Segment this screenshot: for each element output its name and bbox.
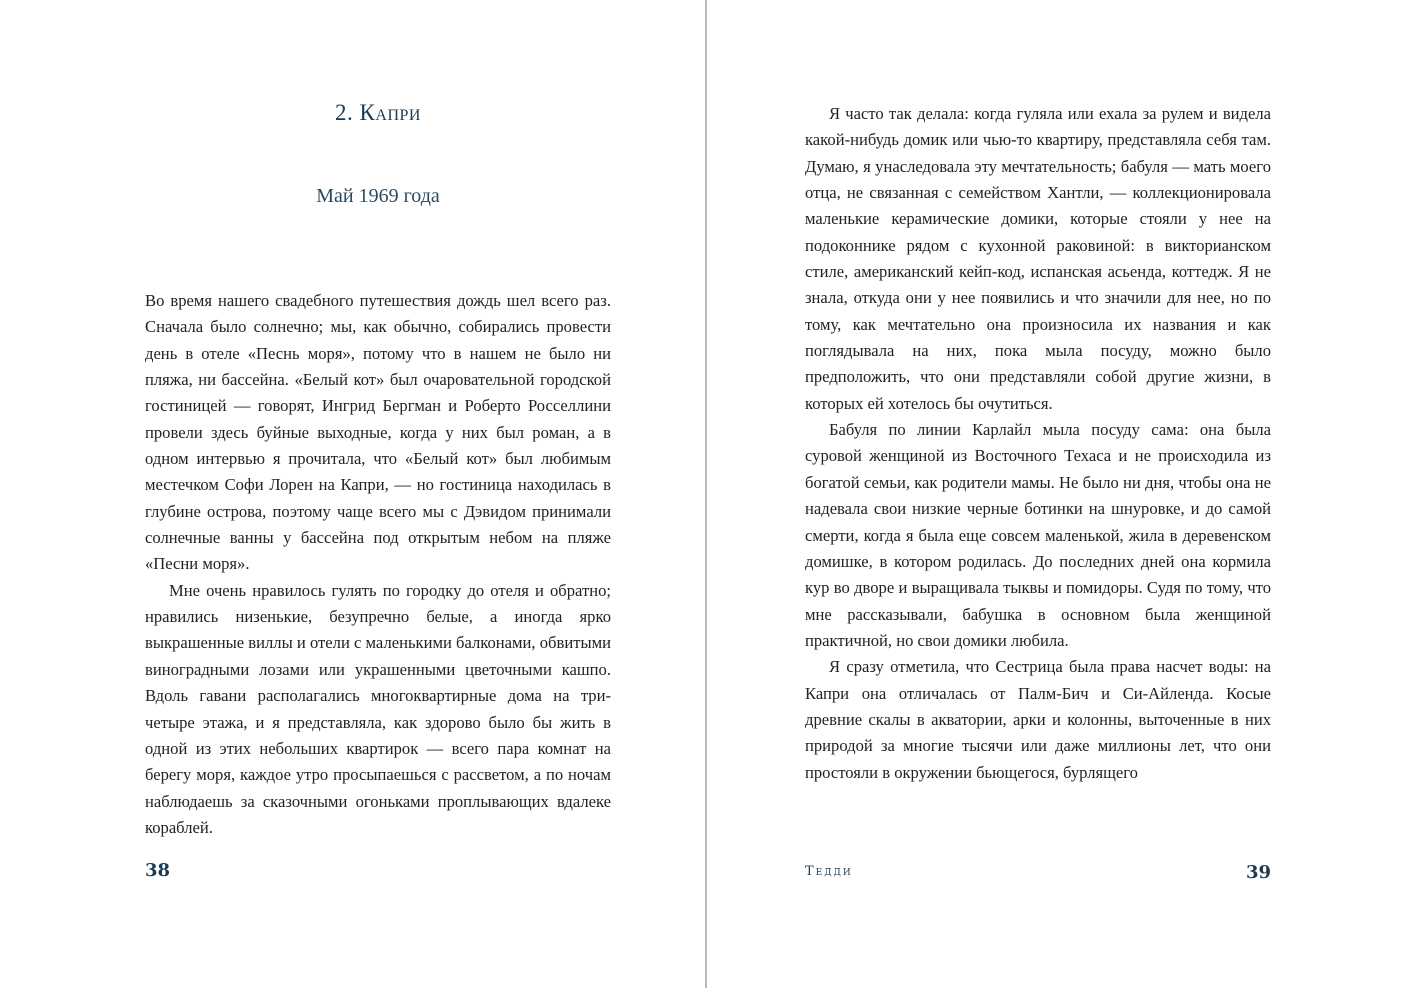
left-page [145, 0, 611, 988]
right-page [805, 0, 1271, 988]
page-number: 39 [1245, 862, 1271, 883]
running-head: Тедди [805, 864, 853, 879]
book-gutter [705, 0, 707, 988]
paragraph: Я сразу отметила, что Сестрица была права насчет воды: на Капри она отличалась от Палм-Бич и Си-Айленда. Косые древние скалы в акватории, арки и колонны, выточенные в них природой за многие тысячи или даже миллионы лет, что они простояли в окружении бьющегося, бурлящего [805, 657, 1271, 782]
paragraph: Во время нашего свадебного путешествия дождь шел всего раз. Сначала было солнечно; мы, как обычно, собирались провести день в отеле «Песнь моря», потому что в нашем не было ни пляжа, ни бассейна. «Белый кот» был очаровательной городской гостиницей — говорят, Ингрид Бергман и Роберто Росселлини провели здесь буйные выходные, когда у них был роман, а в одном интервью я прочитала, что «Белый кот» был любимым местечком Софи Лорен на Капри, — но гостиница находилась в глубине острова, поэтому чаще всего мы с Дэвидом принимали солнечные ванны у бассейна под открытым небом на пляже «Песни моря». [145, 291, 611, 574]
right-page-body [805, 101, 1271, 786]
paragraph: Бабуля по линии Карлайл мыла посуду сама: она была суровой женщиной из Восточного Техаса и не происходила из богатой семьи, как родители мамы. Не было ни дня, чтобы она не надевала свои низкие черные ботинки на шнуровке, и до самой смерти, когда я была еще совсем маленькой, жила в деревенском домишке, в котором родилась. До последних дней она кормила кур во дворе и выращивала тыквы и помидоры. Судя по тому, что мне рассказывали, бабушка в основном была женщиной практичной, но свои домики любила. [805, 420, 1271, 650]
chapter-subtitle: Май 1969 года [316, 185, 440, 207]
page-number: 38 [145, 860, 171, 881]
paragraph: Мне очень нравилось гулять по городку до отеля и обратно; нравились низенькие, безупречно белые, а иногда ярко выкрашенные виллы и отели с маленькими балконами, обвитыми виноградными лозами или украшенными цветочными кашпо. Вдоль гавани располагались многоквартирные дома на три-четыре этажа, и я представляла, как здорово было бы жить в одной из этих небольших квартирок — всего пара комнат на берегу моря, каждое утро просыпаешься с рассветом, а по ночам наблюдаешь за сказочными огоньками проплывающих вдалеке кораблей. [145, 580, 611, 837]
paragraph: Я часто так делала: когда гуляла или ехала за рулем и видела какой-нибудь домик или чью-то квартиру, представляла себя там. Думаю, я унаследовала эту мечтательность; бабуля — мать моего отца, не связанная с семейством Хантли, — коллекционировала маленькие керамические домики, которые стояли у нее на подоконнике рядом с кухонной раковиной: в викторианском стиле, американский кейп-код, испанская асьенда, коттедж. Я не знала, откуда они у нее появились и что значили для нее, но по тому, как мечтательно она произносила их названия и как поглядывала на них, пока мыла посуду, можно было предположить, что они представляли собой другие жизни, в которых ей хотелось бы очутиться. [805, 104, 1271, 413]
left-page-body [145, 288, 611, 841]
chapter-title: 2. Капри [335, 100, 421, 125]
